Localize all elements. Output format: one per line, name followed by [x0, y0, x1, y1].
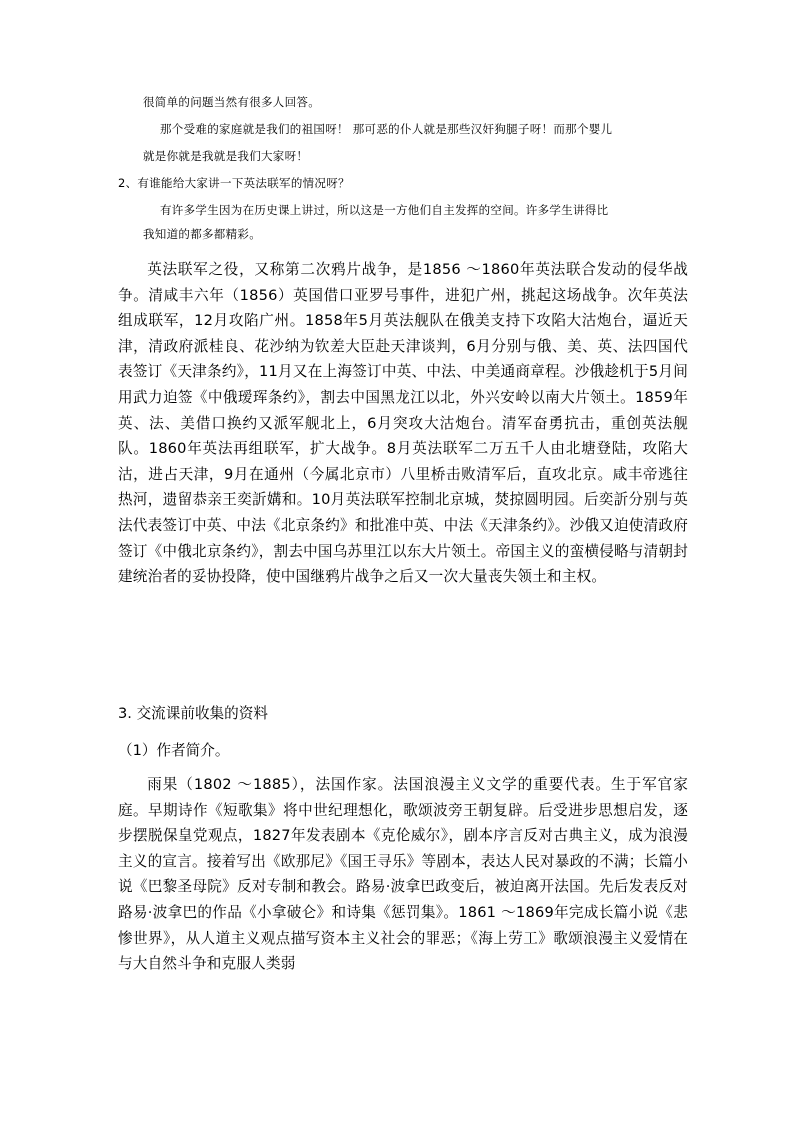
section-3-heading: 3. 交流课前收集的资料 — [118, 705, 268, 722]
author-section — [118, 772, 688, 977]
intro-line-1: 很简单的问题当然有很多人回答。 — [143, 95, 320, 109]
question-2: 2、有谁能给大家讲一下英法联军的情况呀？ — [118, 176, 350, 190]
teacher-note-line-2: 我知道的都多都精彩。 — [143, 227, 261, 241]
teacher-note-line-1: 有许多学生因为在历史课上讲过，所以这是一方他们自主发挥的空间。许多学生讲得比 — [160, 203, 609, 217]
anglo-french-war-paragraph: 英法联军之役，又称第二次鸦片战争，是1856 ～1860年英法联合发动的侵华战争。清咸丰六年（1856）英国借口亚罗号事件，进犯广州，挑起这场战争。次年英法组成联军，12月攻陷广州。1858年5月英法舰队在俄美支持下攻陷大沽炮台，逼近天津，清政府派桂良、花沙纳为钦差大臣赴天津谈判，6月分别与俄、美、英、法四国代表签订《天津条约》，11月又在上海签订中英、中法、中美通商章程。沙俄趁机于5月间用武力迫签《中俄瑷珲条约》，割去中国黑龙江以北，外兴安岭以南大片领土。1859年英、法、美借口换约又派军舰北上，6月突攻大沽炮台。清军奋勇抗击，重创英法舰队。1860年英法再组联军，扩大战争。8月英法联军二万五千人由北塘登陆，攻陷大沽，进占天津，9月在通州（今属北京市）八里桥击败清军后，直攻北京。咸丰帝逃往热河，遗留恭亲王奕訢媾和。10月英法联军控制北京城，焚掠圆明园。后奕訢分别与英法代表签订中英、中法《北京条约》和批准中英、中法《天津条约》。沙俄又迫使清政府签订《中俄北京条约》，割去中国乌苏里江以东大片领土。帝国主义的蛮横侵略与清朝封建统治者的妥协投降，使中国继鸦片战争之后又一次大量丧失领土和主权。 — [118, 261, 688, 586]
intro-line-3: 就是你就是我就是我们大家呀！ — [143, 149, 309, 163]
author-paragraph: 雨果（1802 ～1885），法国作家。法国浪漫主义文学的重要代表。生于军官家庭。早期诗作《短歌集》将中世纪理想化，歌颂波旁王朝复辟。后受进步思想启发，逐步摆脱保皇党观点，1827年发表剧本《克伦威尔》，剧本序言反对古典主义，成为浪漫主义的宣言。接着写出《欧那尼》《国王寻乐》等剧本，表达人民对暴政的不满；长篇小说《巴黎圣母院》反对专制和教会。路易·波拿巴政变后，被迫离开法国。先后发表反对路易·波拿巴的作品《小拿破仑》和诗集《惩罚集》。1861 ～1869年完成长篇小说《悲惨世界》，从人道主义观点描写资本主义社会的罪恶；《海上劳工》歌颂浪漫主义爱情在与大自然斗争和克服人类弱 — [118, 776, 688, 973]
intro-line-2: 那个受难的家庭就是我们的祖国呀！ 那可恶的仆人就是那些汉奸狗腿子呀！而那个婴儿 — [160, 122, 613, 136]
war-section — [118, 257, 688, 590]
author-intro-heading: （1）作者简介。 — [118, 742, 230, 759]
